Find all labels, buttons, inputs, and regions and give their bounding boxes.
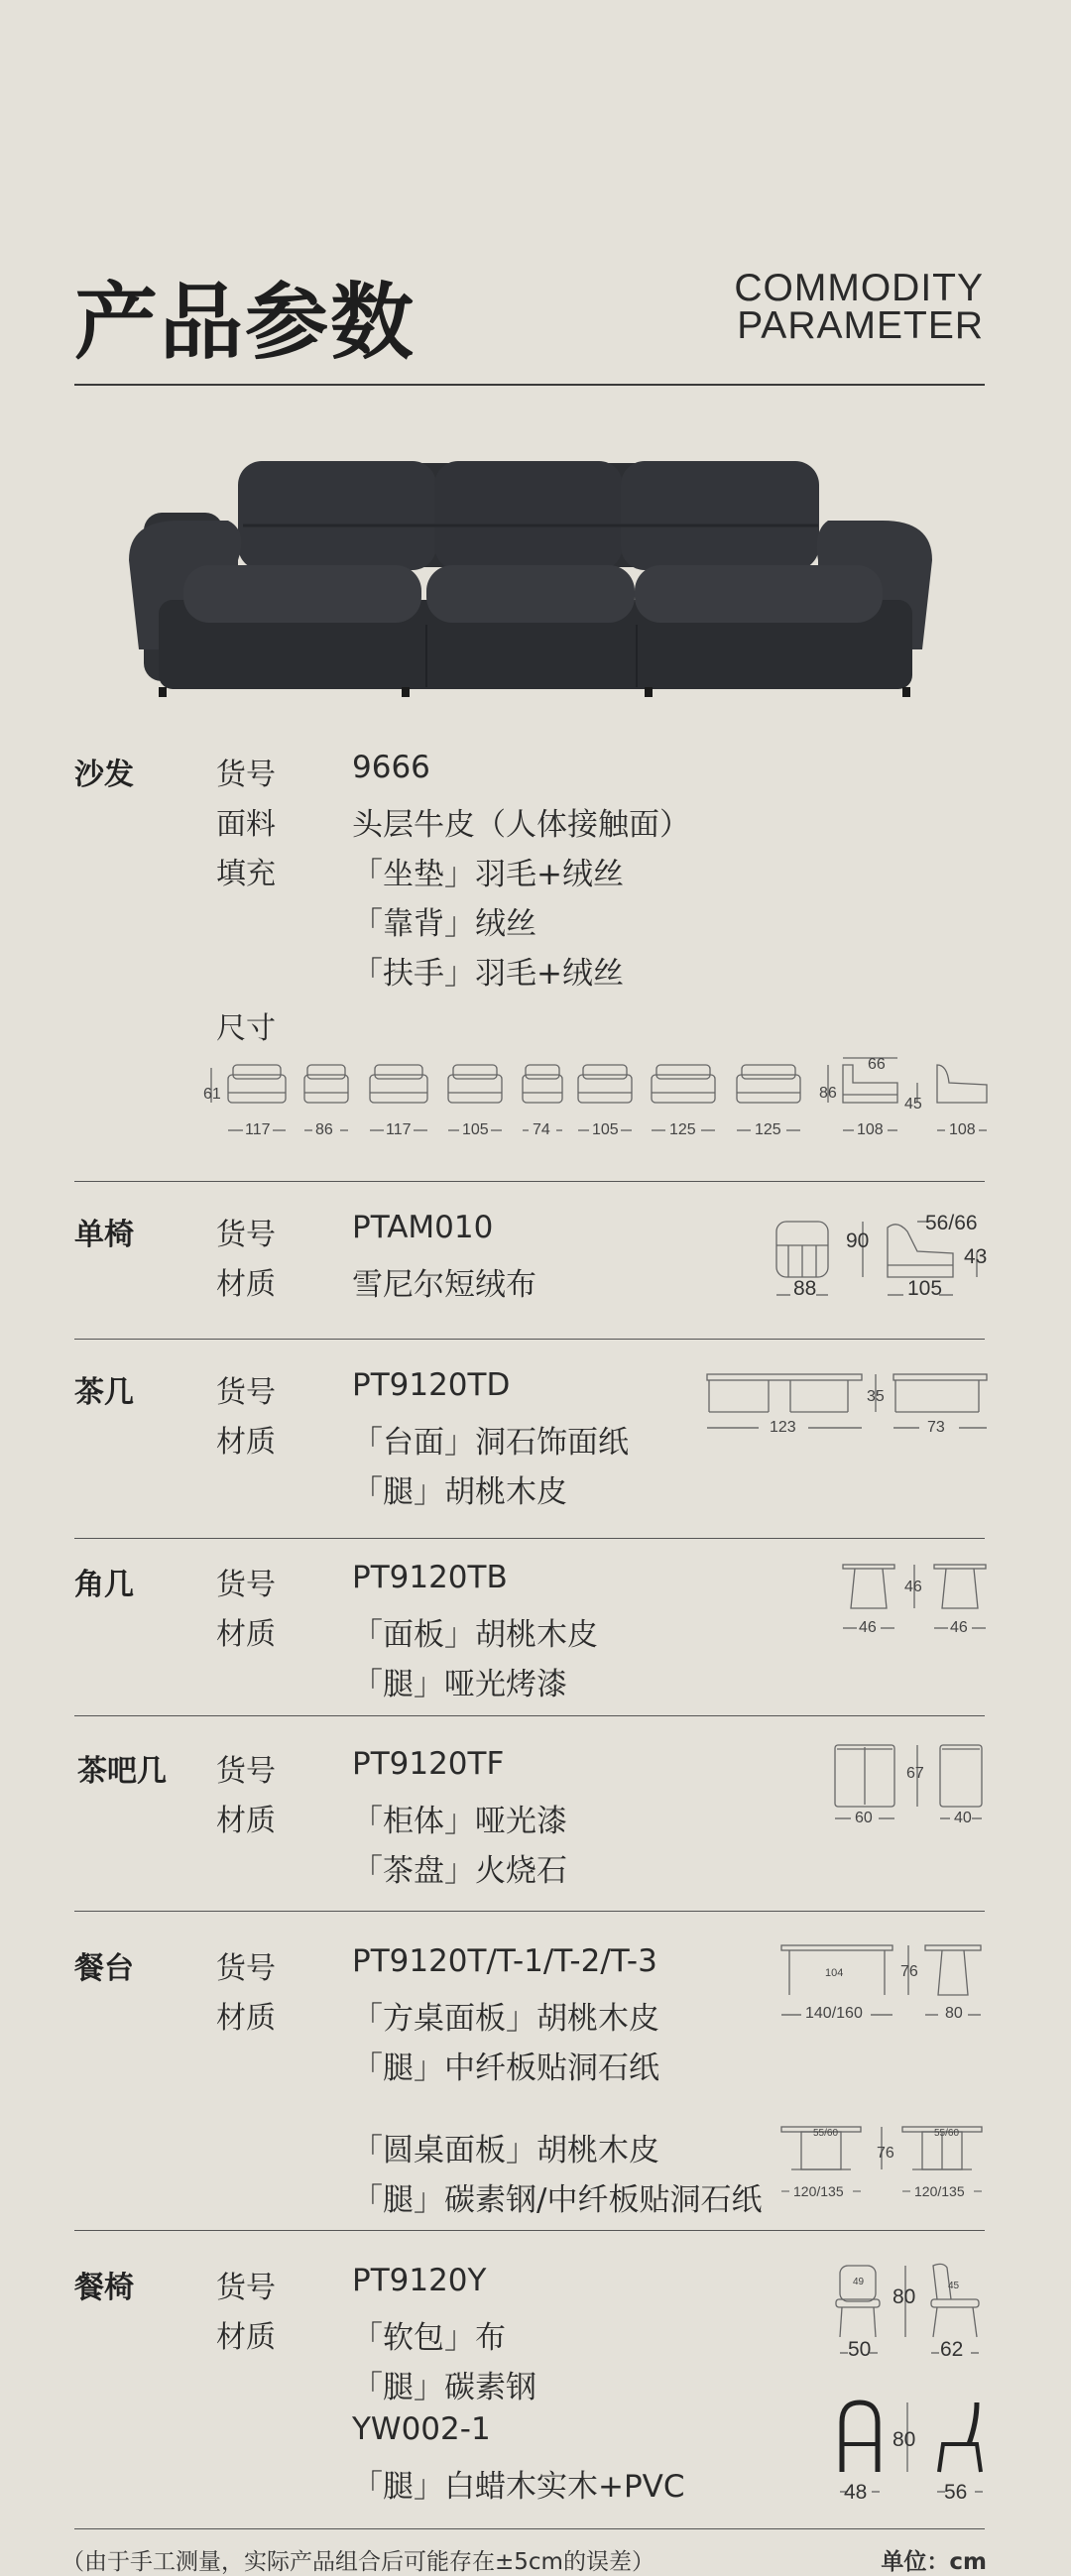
section-sofa-title: 沙发 [74, 758, 134, 792]
dchair2-dim-height: 80 [892, 2428, 916, 2451]
divider [74, 1181, 985, 1182]
title-en-line1: COMMODITY [734, 267, 984, 309]
section-corner-table-title: 角几 [74, 1568, 134, 1602]
teabar-material-tray: 「茶盘」火烧石 [352, 1853, 567, 1889]
sofa-dim-w8: 125 [755, 1121, 781, 1138]
dining-dim-depth: 80 [945, 2005, 963, 2022]
sofa-dim-w3: 117 [386, 1121, 412, 1138]
section-dining-table-title: 餐台 [74, 1951, 134, 1986]
chair-sku-value: PTAM010 [352, 1210, 494, 1245]
dchair2-dim-width: 48 [844, 2481, 868, 2504]
coffee-material-legs: 「腿」胡桃木皮 [352, 1474, 567, 1510]
corner-sku-value: PT9120TB [352, 1560, 508, 1595]
header-divider [74, 384, 985, 386]
dining-dim-height: 76 [900, 1963, 918, 1980]
dining-material-square-legs: 「腿」中纤板贴洞石纸 [352, 2050, 659, 2086]
divider [74, 1911, 985, 1912]
dchair-sku2-value: YW002-1 [352, 2411, 491, 2447]
dining-material-label: 材质 [216, 2001, 276, 2036]
sofa-size-label: 尺寸 [216, 1011, 276, 1046]
corner-sku-label: 货号 [216, 1568, 276, 1602]
chair-dim-height: 90 [846, 1229, 870, 1252]
teabar-material-body: 「柜体」哑光漆 [352, 1804, 567, 1839]
dining-sku-value: PT9120T/T-1/T-2/T-3 [352, 1943, 657, 1979]
dchair-material-legs: 「腿」碳素钢 [352, 2370, 536, 2405]
corner-dim-width: 46 [859, 1619, 877, 1636]
round-dim-inner-1: 55/60 [813, 2128, 839, 2139]
round-dim-width-2: 120/135 [914, 2183, 965, 2199]
dchair-dim-depth: 62 [940, 2338, 964, 2361]
dchair-dim-width: 50 [848, 2338, 872, 2361]
corner-material-top: 「面板」胡桃木皮 [352, 1617, 598, 1653]
page-title-en [734, 267, 984, 347]
divider [74, 1715, 985, 1716]
teabar-sku-label: 货号 [216, 1754, 276, 1789]
sofa-fabric-value: 头层牛皮（人体接触面） [352, 807, 690, 843]
dining-dim-inner: 104 [825, 1967, 844, 1979]
dchair-dim-seat: 45 [948, 2281, 960, 2291]
sofa-dim-w2: 86 [315, 1121, 333, 1138]
sofa-dim-chaise-top: 66 [868, 1056, 886, 1073]
chair-dim-depth: 105 [907, 1277, 943, 1300]
dining-sku-label: 货号 [216, 1951, 276, 1986]
sofa-dim-lounge-width: 108 [949, 1121, 976, 1138]
dchair-dim-back: 49 [853, 2277, 865, 2287]
coffee-dim-depth: 73 [927, 1419, 945, 1436]
teabar-dim-depth: 40 [954, 1810, 972, 1826]
divider [74, 2528, 985, 2529]
sofa-fabric-label: 面料 [216, 807, 276, 842]
chair-dim-depth-top: 56/66 [925, 1212, 978, 1234]
divider [74, 1339, 985, 1340]
corner-dim-depth: 46 [950, 1619, 968, 1636]
sofa-dim-chaise-height: 86 [819, 1085, 837, 1102]
sofa-image [119, 451, 942, 704]
teabar-material-label: 材质 [216, 1804, 276, 1838]
coffee-sku-value: PT9120TD [352, 1367, 511, 1403]
chair-dim-width: 88 [793, 1277, 817, 1300]
sofa-filling-label: 填充 [216, 857, 276, 891]
sofa-dim-w4: 105 [462, 1121, 489, 1138]
footer-unit: 单位：cm [881, 2549, 987, 2575]
section-chair-title: 单椅 [74, 1218, 134, 1252]
teabar-sku-value: PT9120TF [352, 1746, 505, 1782]
title-en-line2: PARAMETER [737, 304, 984, 347]
round-dim-width-1: 120/135 [793, 2183, 844, 2199]
dchair-sku2-legs: 「腿」白蜡木实木+PVC [352, 2469, 685, 2505]
divider [74, 2230, 985, 2231]
coffee-dim-height: 35 [867, 1388, 885, 1405]
chair-dim-seat: 43 [964, 1245, 988, 1268]
dining-dim-width: 140/160 [805, 2005, 863, 2022]
dchair2-dim-depth: 56 [944, 2481, 968, 2504]
dining-material-round-legs: 「腿」碳素钢/中纤板贴洞石纸 [352, 2182, 763, 2218]
coffee-material-label: 材质 [216, 1425, 276, 1460]
chair-material-label: 材质 [216, 1267, 276, 1302]
coffee-dim-width: 123 [770, 1419, 796, 1436]
teabar-dim-height: 67 [906, 1765, 924, 1782]
dining-material-round-top: 「圆桌面板」胡桃木皮 [352, 2133, 659, 2168]
section-tea-bar-title: 茶吧几 [77, 1754, 167, 1789]
coffee-sku-label: 货号 [216, 1375, 276, 1410]
coffee-table-diagram [699, 1366, 997, 1441]
section-dining-chair-title: 餐椅 [74, 2271, 134, 2305]
corner-material-legs: 「腿」哑光烤漆 [352, 1667, 567, 1702]
sofa-dim-seat-height: 45 [904, 1096, 922, 1112]
sofa-dim-height: 61 [203, 1086, 221, 1103]
sofa-filling-back: 「靠背」绒丝 [352, 906, 536, 942]
round-dim-height: 76 [877, 2145, 894, 2162]
dchair-sku-value: PT9120Y [352, 2263, 487, 2298]
page-title: 产品参数 [74, 274, 416, 371]
dchair-sku-label: 货号 [216, 2271, 276, 2305]
dining-material-square-top: 「方桌面板」胡桃木皮 [352, 2001, 659, 2037]
sofa-dim-w7: 125 [669, 1121, 696, 1138]
divider [74, 1538, 985, 1539]
sofa-dim-w6: 105 [592, 1121, 619, 1138]
sofa-dim-chaise-width: 108 [857, 1121, 884, 1138]
dchair-material-upholstery: 「软包」布 [352, 2320, 506, 2356]
coffee-material-top: 「台面」洞石饰面纸 [352, 1425, 629, 1461]
sofa-sku-label: 货号 [216, 758, 276, 792]
dchair-material-label: 材质 [216, 2320, 276, 2355]
sofa-dim-w5: 74 [533, 1121, 550, 1138]
chair-sku-label: 货号 [216, 1218, 276, 1252]
corner-table-diagram [833, 1557, 997, 1636]
sofa-filling-seat: 「坐垫」羽毛+绒丝 [352, 857, 624, 892]
dchair-dim-height: 80 [892, 2285, 916, 2308]
sofa-filling-arm: 「扶手」羽毛+绒丝 [352, 956, 624, 992]
corner-material-label: 材质 [216, 1617, 276, 1652]
round-dim-inner-2: 55/60 [934, 2128, 960, 2139]
footer-note: （由于手工测量，实际产品组合后可能存在±5cm的误差） [61, 2549, 654, 2575]
teabar-dim-width: 60 [855, 1810, 873, 1826]
corner-dim-height: 46 [904, 1579, 922, 1595]
chair-material-value: 雪尼尔短绒布 [352, 1267, 536, 1303]
section-coffee-table-title: 茶几 [74, 1375, 134, 1410]
sofa-sku-value: 9666 [352, 750, 430, 785]
sofa-dim-w1: 117 [245, 1121, 271, 1138]
